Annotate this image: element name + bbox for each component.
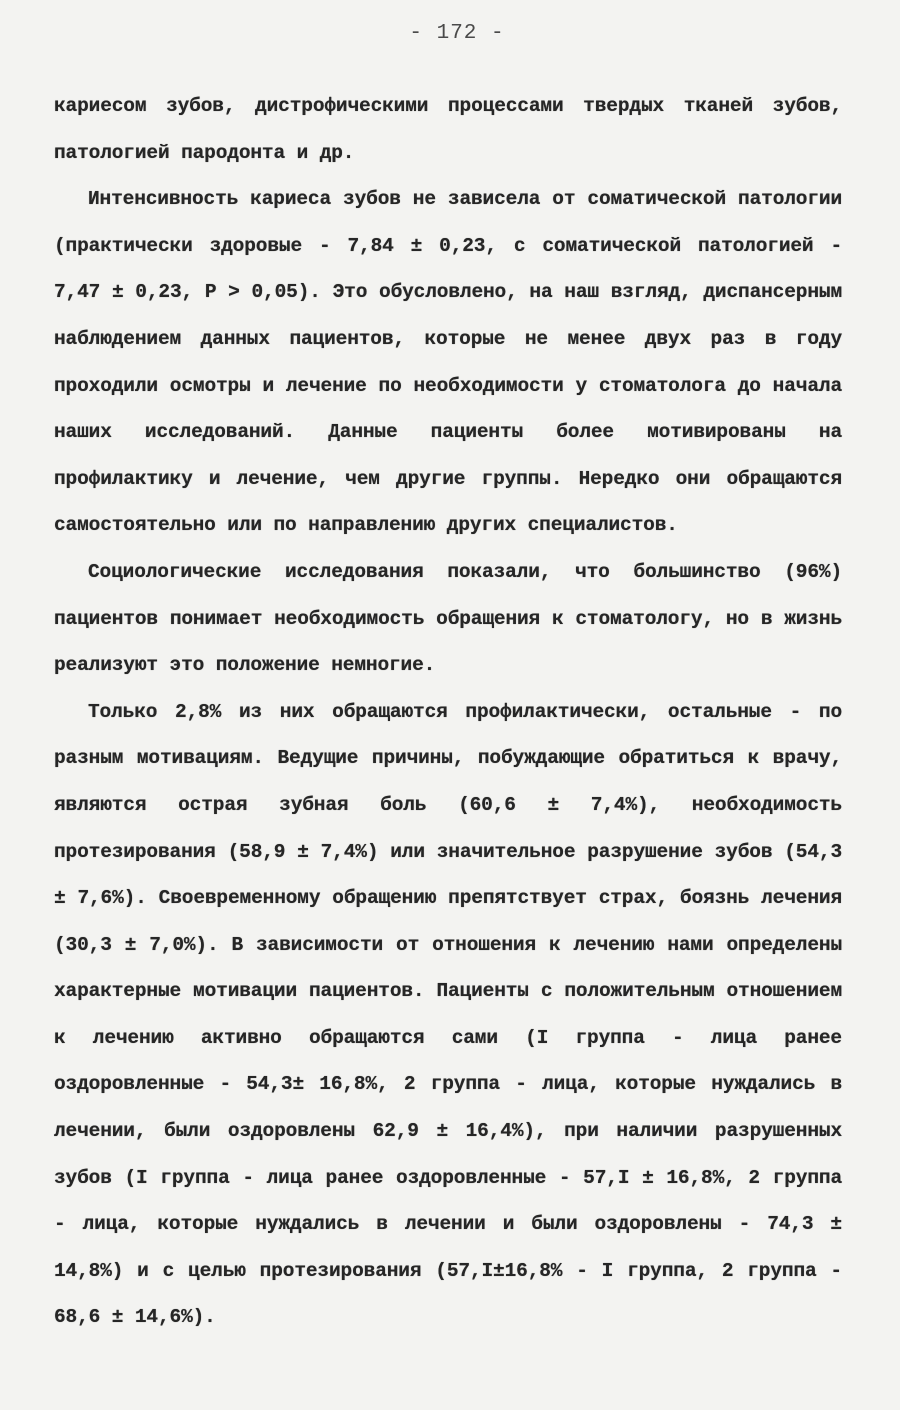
paragraph-1: кариесом зубов, дистрофическими процессами твердых тканей зубов, патологией пародонта и др. bbox=[54, 95, 842, 164]
paragraph-2: Интенсивность кариеса зубов не зависела от соматической патологии (практически здоровые - 7,84 ± 0,23, с соматической патологией - 7,47 ± 0,23, P > 0,05). Это обусловлено, на наш взгляд, диспансерным наблюдением данных пациентов, которые не менее двух раз в году проходили осмотры и лечение по необходимости у стоматолога до начала наших исследований. Данные пациенты более мотивированы на профилактику и лечение, чем другие группы. Нередко они обращаются самостоятельно или по направлению других специалистов. bbox=[54, 188, 842, 537]
paragraph-3: Социологические исследования показали, что большинство (96%) пациентов понимает необходимость обращения к стоматологу, но в жизнь реализуют это положение немногие. bbox=[54, 560, 842, 677]
page-number: - 172 - bbox=[409, 22, 505, 45]
paragraph-4: Только 2,8% из них обращаются профилактически, остальные - по разным мотивациям. Ведущие причины, побуждающие обратиться к врачу, являются острая зубная боль (60,6 ± 7,4%), необходимость протезирования (58,9 ± 7,4%) или значительное разрушение зубов (54,3 ± 7,6%). Своевременному обращению препятствует страх, боязнь лечения (30,3 ± 7,0%). В зависимости от отношения к лечению нами определены характерные мотивации пациентов. Пациенты с положительным отношением к лечению активно обращаются сами (I группа - лица ранее оздоровленные - 54,3± 16,8%, 2 группа - лица, которые нуждались в лечении, были оздоровлены 62,9 ± 16,4%), при наличии разрушенных зубов (I группа - лица ранее оздоровленные - 57,I ± 16,8%, 2 группа - лица, которые нуждались в лечении и были оздоровлены - 74,3 ± 14,8%) и с целью протезирования (57,I±16,8% - I группа, 2 группа - 68,6 ± 14,6%). bbox=[54, 700, 842, 1329]
